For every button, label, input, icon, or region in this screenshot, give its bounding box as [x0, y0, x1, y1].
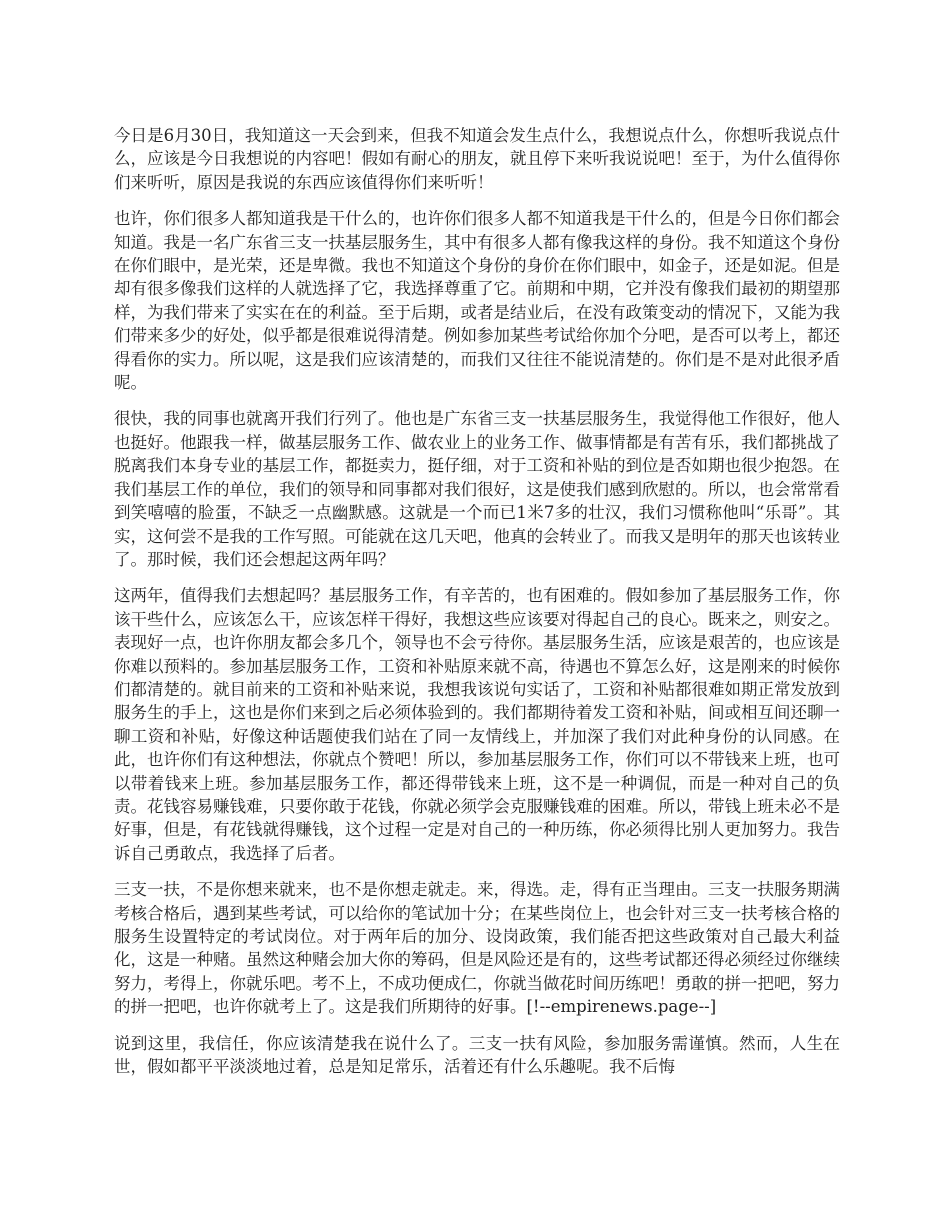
paragraph-5: 三支一扶，不是你想来就来，也不是你想走就走。来，得选。走，得有正当理由。三支一扶服务期满考核合格后，遇到某些考试，可以给你的笔试加十分；在某些岗位上，也会针对三支一扶考核合格的服务生设置特定的考试岗位。对于两年后的加分、设岗政策，我们能否把这些政策对自己最大利益化，这是一种赌。虽然这种赌会加大你的筹码，但是风险还是有的，这些考试都还得必须经过你继续努力，考得上，你就乐吧。考不上，不成功便成仁，你就当做花时间历练吧！勇敢的拼一把吧，努力的拼一把吧，也许你就考上了。这是我们所期待的好事。[!--empirenews.page--]	[114, 880, 840, 1017]
paragraph-1: 今日是6月30日，我知道这一天会到来，但我不知道会发生点什么，我想说点什么，你想听我说点什么，应该是今日我想说的内容吧！假如有耐心的朋友，就且停下来听我说说吧！至于，为什么值得你们来听听，原因是我说的东西应该值得你们来听听！	[114, 126, 840, 192]
article-body	[114, 124, 840, 1091]
paragraph-4: 这两年，值得我们去想起吗？基层服务工作，有辛苦的，也有困难的。假如参加了基层服务工作，你该干些什么，应该怎么干，应该怎样干得好，我想这些应该要对得起自己的良心。既来之，则安之。表现好一点，也许你朋友都会多几个，领导也不会亏待你。基层服务生活，应该是艰苦的，也应该是你难以预料的。参加基层服务工作，工资和补贴原来就不高，待遇也不算怎么好，这是刚来的时候你们都清楚的。就目前来的工资和补贴来说，我想我该说句实话了，工资和补贴都很难如期正常发放到服务生的手上，这也是你们来到之后必须体验到的。我们都期待着发工资和补贴，间或相互间还聊一聊工资和补贴，好像这种话题使我们站在了同一友情线上，并加深了我们对此种身份的认同感。在此，也许你们有这种想法，你就点个赞吧！所以，参加基层服务工作，你们可以不带钱来上班，也可以带着钱来上班。参加基层服务工作，都还得带钱来上班，这不是一种调侃，而是一种对自己的负责。花钱容易赚钱难，只要你敢于花钱，你就必须学会克服赚钱难的困难。所以，带钱上班未必不是好事，但是，有花钱就得赚钱，这个过程一定是对自己的一种历练，你必须得比别人更加努力。我告诉自己勇敢点，我选择了后者。	[114, 586, 840, 863]
paragraph-6: 说到这里，我信任，你应该清楚我在说什么了。三支一扶有风险，参加服务需谨慎。然而，人生在世，假如都平平淡淡地过着，总是知足常乐，活着还有什么乐趣呢。我不后悔	[114, 1033, 840, 1077]
paragraph-2: 也许，你们很多人都知道我是干什么的，也许你们很多人都不知道我是干什么的，但是今日你们都会知道。我是一名广东省三支一扶基层服务生，其中有很多人都有像我这样的身份。我不知道这个身份在你们眼中，是光荣，还是卑微。我也不知道这个身份的身价在你们眼中，如金子，还是如泥。但是却有很多像我们这样的人就选择了它，我选择尊重了它。前期和中期，它并没有像我们最初的期望那样，为我们带来了实实在在的利益。至于后期，或者是结业后，在没有政策变动的情况下，又能为我们带来多少的好处，似乎都是很难说得清楚。例如参加某些考试给你加个分吧，是否可以考上，都还得看你的实力。所以呢，这是我们应该清楚的，而我们又往往不能说清楚的。你们是不是对此很矛盾呢。	[114, 209, 840, 393]
paragraph-3: 很快，我的同事也就离开我们行列了。他也是广东省三支一扶基层服务生，我觉得他工作很好，他人也挺好。他跟我一样，做基层服务工作、做农业上的业务工作、做事情都是有苦有乐，我们都挑战了脱离我们本身专业的基层工作，都挺卖力，挺仔细，对于工资和补贴的到位是否如期也很少抱怨。在我们基层工作的单位，我们的领导和同事都对我们很好，这是使我们感到欣慰的。所以，也会常常看到笑嘻嘻的脸蛋，不缺乏一点幽默感。这就是一个而已1米7多的壮汉，我们习惯称他叫“乐哥”。其实，这何尝不是我的工作写照。可能就在这几天吧，他真的会转业了。而我又是明年的那天也该转业了。那时候，我们还会想起这两年吗？	[114, 409, 840, 569]
